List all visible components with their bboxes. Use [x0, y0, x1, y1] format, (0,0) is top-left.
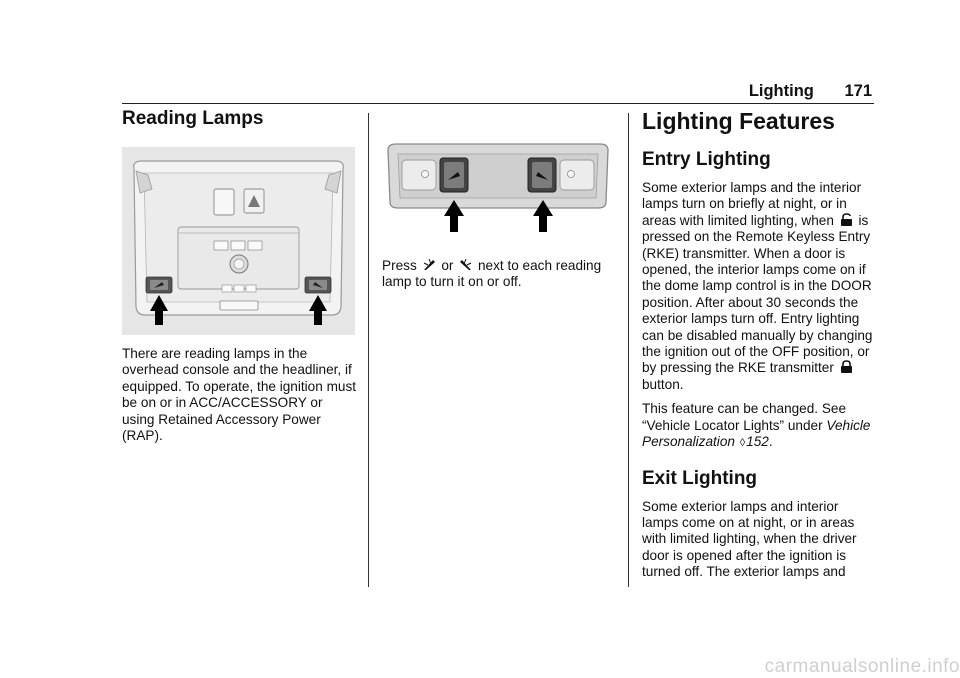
chapter-heading-lighting-features: Lighting Features — [642, 108, 835, 134]
instruction-remainder: next to each reading lamp to turn it on or off. — [382, 258, 602, 290]
reading-lamp-left-icon — [423, 258, 436, 271]
entry-text-part-2: is pressed on the Remote Keyless Entry (RKE) transmitter. When a door is opened, the interior lamps come on if the dome lamp control is in the DOOR position. After about 30 seconds the exterior lamps turn off. Entry lighting can be disabled manually by changing the ignition out of the OFF position, or by pressing the RKE transmitter — [642, 212, 873, 376]
page-reference-arrow-icon: ◊ — [739, 437, 746, 450]
entry-see-text: This feature can be changed. See “Vehicle Locator Lights” under — [642, 401, 847, 433]
entry-text-part-3: button. — [642, 376, 684, 392]
column-divider-2 — [628, 113, 629, 587]
overhead-console-drawing — [122, 147, 355, 335]
press-word: Press — [382, 258, 417, 273]
entry-lighting-paragraph-1 — [642, 180, 878, 393]
page-number: 171 — [844, 82, 872, 100]
middle-column — [382, 140, 620, 291]
reading-lamp-buttons-illustration — [382, 140, 614, 238]
reading-lamps-paragraph: There are reading lamps in the overhead console and the headliner, if equipped. To operate, the ignition must be on or in ACC/ACCESSORY or using Retained Accessory Power (RAP). — [122, 346, 357, 444]
overhead-console-illustration — [122, 147, 355, 335]
left-column — [122, 108, 358, 444]
page-reference-number[interactable]: 152 — [746, 434, 769, 450]
entry-text-part-1: Some exterior lamps and the interior lamps turn on briefly at night, or in areas with limited lighting, when — [642, 180, 862, 228]
column-divider-1 — [368, 113, 369, 587]
unlock-icon — [840, 213, 853, 226]
subsection-heading-entry-lighting: Entry Lighting — [642, 149, 771, 170]
reading-lamp-buttons-drawing — [382, 140, 614, 238]
reading-lamp-right-icon — [459, 258, 472, 271]
reading-lamp-instruction — [382, 258, 620, 291]
watermark: carmanualsonline.info — [764, 656, 960, 677]
right-column — [642, 108, 878, 581]
section-heading-reading-lamps: Reading Lamps — [122, 108, 264, 129]
running-header-title: Lighting — [748, 82, 814, 100]
running-header — [749, 82, 872, 101]
or-word: or — [441, 258, 454, 273]
exit-lighting-paragraph: Some exterior lamps and interior lamps come on at night, or in areas with limited lighting, when the driver door is opened after the ignition is turned off. The exterior lamps and — [642, 498, 857, 580]
vehicle-personalization-link[interactable]: Vehicle Personalization — [642, 417, 871, 450]
entry-lighting-paragraph-2: This feature can be changed. See “Vehicle Locator Lights” under Vehicle Personalization ◊152. — [642, 401, 871, 450]
header-rule — [122, 103, 874, 104]
lock-icon — [840, 360, 853, 373]
subsection-heading-exit-lighting: Exit Lighting — [642, 467, 758, 489]
